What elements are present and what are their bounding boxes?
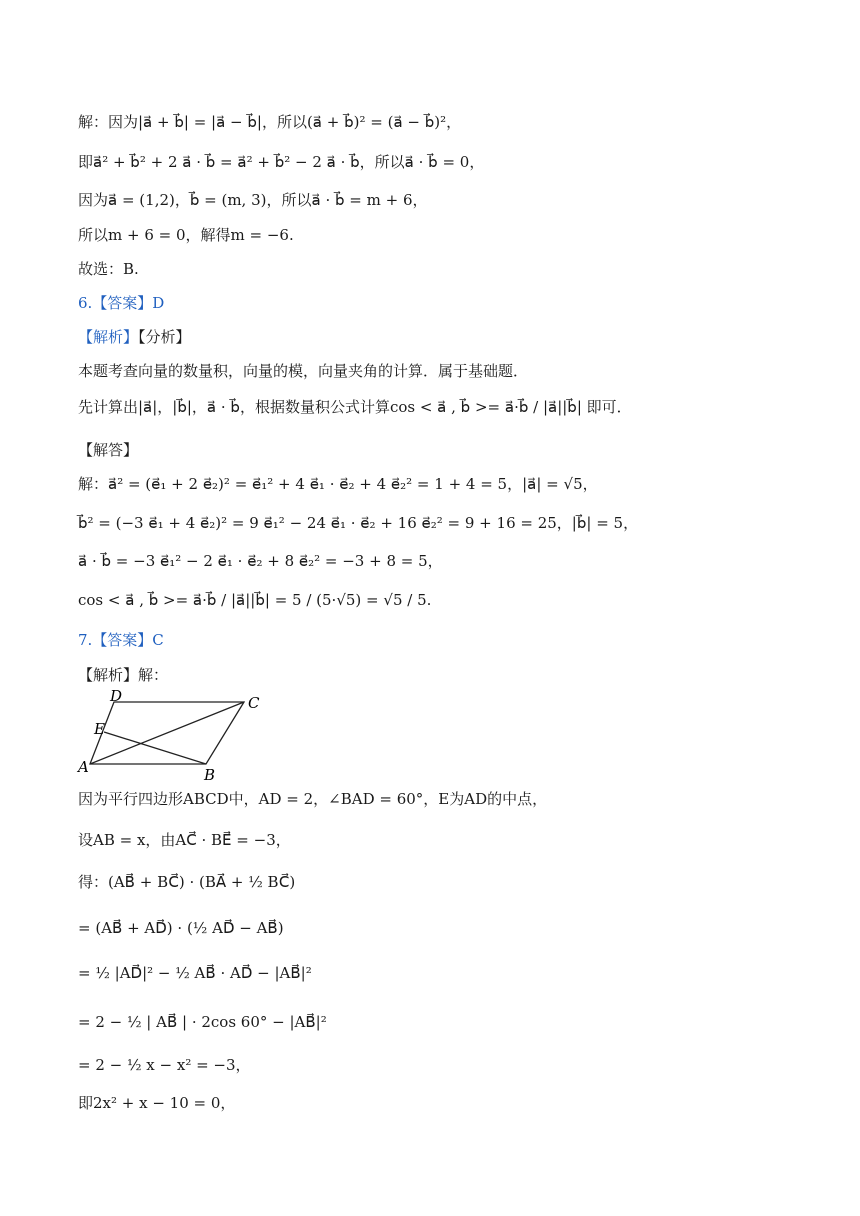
- q5-line-1: 解：因为|a⃗ + b⃗| = |a⃗ − b⃗|，所以(a⃗ + b⃗)² = (a⃗ − b⃗)²，: [78, 113, 462, 131]
- q7-line-1: 因为平行四边形ABCD中，AD = 2，∠BAD = 60°，E为AD的中点，: [78, 790, 548, 808]
- q5-line-3: 因为a⃗ = (1,2)，b⃗ = (m, 3)，所以a⃗ · b⃗ = m + 6，: [78, 191, 428, 209]
- q7-line-7: = 2 − ½ x − x² = −3，: [78, 1056, 251, 1074]
- vertex-label-c: C: [248, 694, 260, 712]
- q7-analysis: 【解析】解：: [78, 666, 169, 684]
- q6-solution-2: b⃗² = (−3 e⃗₁ + 4 e⃗₂)² = 9 e⃗₁² − 24 e⃗₁ · e⃗₂ + 16 e⃗₂² = 9 + 16 = 25，|b⃗| = 5，: [78, 514, 639, 532]
- q7-answer-heading: 7.【答案】C: [78, 631, 164, 649]
- diagonal-ac: [90, 702, 244, 764]
- q6-intro: 本题考查向量的数量积，向量的模，向量夹角的计算．属于基础题．: [78, 362, 529, 380]
- q7-line-3: 得：(AB⃗ + BC⃗) · (BA⃗ + ½ BC⃗): [78, 873, 296, 891]
- q7-line-8: 即2x² + x − 10 = 0，: [78, 1094, 236, 1112]
- q6-method: 先计算出|a⃗|，|b⃗|，a⃗ · b⃗，根据数量积公式计算cos < a⃗ , b⃗ >= a⃗·b⃗ / |a⃗||b⃗| 即可．: [78, 398, 632, 416]
- vertex-label-b: B: [204, 766, 216, 782]
- q5-line-2: 即a⃗² + b⃗² + 2 a⃗ · b⃗ = a⃗² + b⃗² − 2 a⃗ · b⃗，所以a⃗ · b⃗ = 0，: [78, 153, 485, 171]
- q7-line-5: = ½ |AD⃗|² − ½ AB⃗ · AD⃗ − |AB⃗|²: [78, 964, 312, 982]
- vertex-label-e: E: [94, 720, 105, 738]
- q6-analysis-tag: 【解析】: [78, 328, 139, 346]
- segment-be: [104, 732, 206, 764]
- q5-line-4: 所以m + 6 = 0，解得m = −6.: [78, 226, 294, 244]
- q7-line-2: 设AB = x，由AC⃗ · BE⃗ = −3，: [78, 831, 291, 849]
- q5-line-5: 故选：B.: [78, 260, 139, 278]
- parallelogram-figure: [76, 688, 276, 782]
- q6-solution-1: 解：a⃗² = (e⃗₁ + 2 e⃗₂)² = e⃗₁² + 4 e⃗₁ · e⃗₂ + 4 e⃗₂² = 1 + 4 = 5，|a⃗| = √5，: [78, 475, 598, 493]
- q6-answer-heading: 6.【答案】D: [78, 294, 165, 312]
- q6-solution-4: cos < a⃗ , b⃗ >= a⃗·b⃗ / |a⃗||b⃗| = 5 / (5·√5) = √5 / 5.: [78, 591, 432, 609]
- q6-solve-tag: 【解答】: [78, 441, 139, 459]
- q6-analysis-tags: [78, 327, 191, 347]
- q6-fenxi-tag: 【分析】: [138, 328, 191, 346]
- q7-line-4: = (AB⃗ + AD⃗) · (½ AD⃗ − AB⃗): [78, 919, 284, 937]
- vertex-label-a: A: [78, 758, 89, 776]
- q6-solution-3: a⃗ · b⃗ = −3 e⃗₁² − 2 e⃗₁ · e⃗₂ + 8 e⃗₂² = −3 + 8 = 5，: [78, 552, 443, 570]
- vertex-label-d: D: [110, 688, 123, 705]
- q7-line-6: = 2 − ½ | AB⃗ | · 2cos 60° − |AB⃗|²: [78, 1013, 327, 1031]
